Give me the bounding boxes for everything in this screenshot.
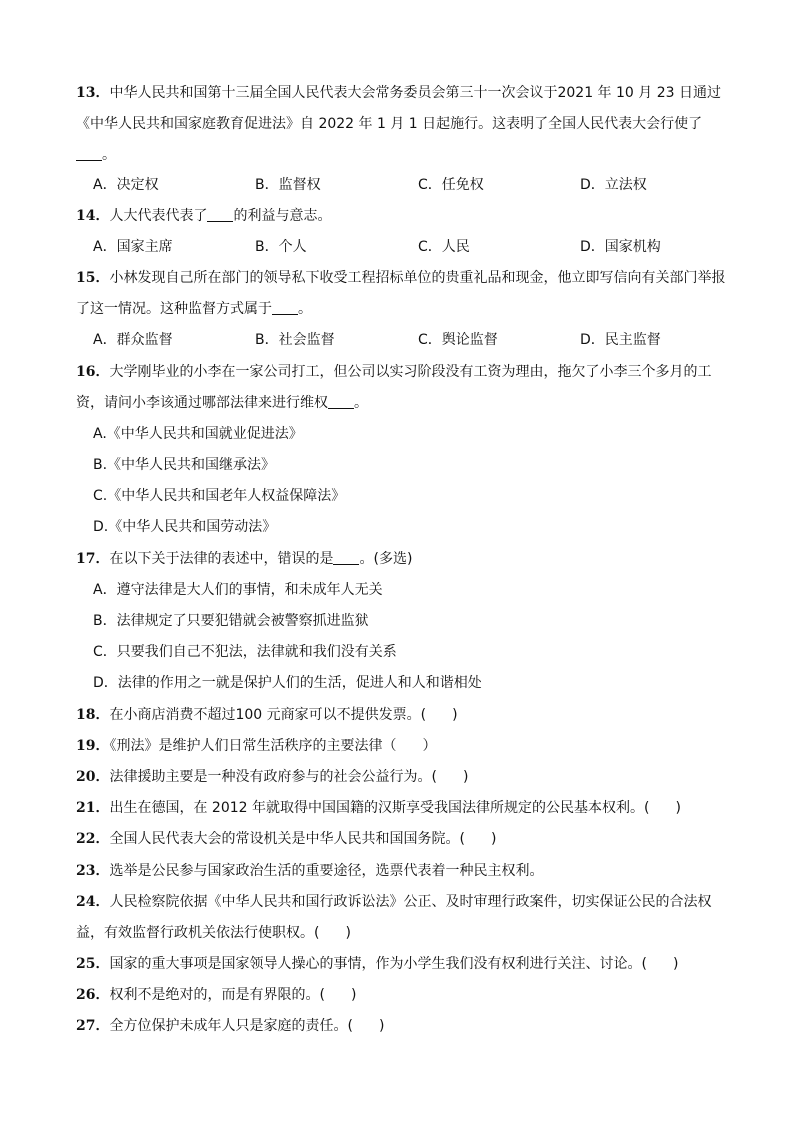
question-19	[76, 731, 726, 762]
question-26	[76, 980, 726, 1011]
question-text: 大学刚毕业的小李在一家公司打工，但公司以实习阶段没有工资为理由，拖欠了小李三个多月的工资，请问小李该通过哪部法律来进行维权	[76, 364, 712, 411]
paren-close: )	[345, 925, 351, 941]
question-27	[76, 1011, 726, 1042]
option-d: D．立法权	[580, 177, 647, 193]
question-18	[76, 700, 726, 731]
paren-close: )	[672, 956, 679, 972]
question-24	[76, 887, 726, 949]
option-a: A.《中华人民共和国就业促进法》	[93, 426, 303, 442]
question-number: 21．	[76, 800, 110, 816]
question-text-end: 。	[298, 301, 312, 317]
question-text: 中华人民共和国第十三届全国人民代表大会常务委员会第三十一次会议于2021 年 10 月 23 日通过《中华人民共和国家庭教育促进法》自 2022 年 1 月 1 日起施行。这表明了全国人民代表大会行使了	[76, 85, 721, 132]
option-a: A．群众监督	[93, 332, 173, 348]
question-16	[76, 357, 726, 419]
question-text: 法律援助主要是一种没有政府参与的社会公益行为。(	[109, 769, 437, 785]
question-number: 27．	[76, 1018, 110, 1034]
paren-close: )	[378, 1018, 385, 1034]
question-text: 出生在德国，在 2012 年就取得中国国籍的汉斯享受我国法律所规定的公民基本权利。(	[109, 800, 650, 816]
question-number: 18．	[76, 707, 110, 723]
question-21	[76, 793, 726, 824]
paren-close: )	[452, 707, 458, 723]
question-text: 人大代表代表了	[109, 208, 208, 224]
paren-close: )	[675, 800, 681, 816]
question-number: 14．	[76, 208, 110, 224]
question-text: 在小商店消费不超过100 元商家可以不提供发票。(	[109, 707, 427, 723]
option-c: C．人民	[418, 239, 470, 255]
paren-close: )	[462, 769, 469, 785]
option-c: C.《中华人民共和国老年人权益保障法》	[93, 488, 346, 504]
option-b: B.《中华人民共和国继承法》	[93, 457, 276, 473]
option-a: A．决定权	[93, 177, 159, 193]
question-number: 16．	[76, 364, 110, 380]
options-15	[93, 325, 723, 356]
option-b: B．个人	[255, 239, 307, 255]
question-text: 选举是公民参与国家政治生活的重要途径，选票代表着一种民主权利。	[109, 863, 544, 879]
question-17	[76, 544, 726, 575]
option-d: D.《中华人民共和国劳动法》	[93, 519, 277, 535]
question-number: 26．	[76, 987, 110, 1003]
option-d: D．国家机构	[580, 239, 661, 255]
question-25	[76, 949, 726, 980]
question-20	[76, 762, 726, 793]
question-number: 24．	[76, 894, 110, 910]
option-c: C．任免权	[418, 177, 484, 193]
question-14	[76, 201, 726, 232]
option-d: D．法律的作用之一就是保护人们的生活，促进人和人和谐相处	[93, 675, 482, 691]
options-14	[93, 232, 723, 263]
option-b: B．法律规定了只要犯错就会被警察抓进监狱	[93, 613, 369, 629]
question-number: 20．	[76, 769, 110, 785]
question-15	[76, 263, 726, 325]
answer-blank	[333, 550, 359, 565]
option-a: A．国家主席	[93, 239, 173, 255]
option-a: A．遵守法律是大人们的事情，和未成年人无关	[93, 582, 383, 598]
options-13	[93, 170, 723, 201]
question-number: 13．	[76, 85, 110, 101]
question-text: 小林发现自己所在部门的领导私下收受工程招标单位的贵重礼品和现金，他立即写信向有关部门举报了这一情况。这种监督方式属于	[76, 270, 726, 317]
question-text: 在以下关于法律的表述中，错误的是	[109, 551, 334, 567]
question-text: 《刑法》是维护人们日常生活秩序的主要法律（	[109, 738, 397, 754]
question-text: 权利不是绝对的，而是有界限的。(	[109, 987, 325, 1003]
paren-close: ）	[422, 738, 437, 754]
paren-close: )	[490, 831, 497, 847]
question-text: 人民检察院依据《中华人民共和国行政诉讼法》公正、及时审理行政案件，切实保证公民的合法权益，有效监督行政机关依法行使职权。(	[76, 894, 712, 941]
question-number: 17．	[76, 551, 110, 567]
question-13	[76, 78, 726, 171]
question-text-end: 。	[102, 147, 116, 163]
question-text: 全方位保护未成年人只是家庭的责任。(	[109, 1018, 353, 1034]
question-number: 22．	[76, 831, 110, 847]
answer-blank	[272, 300, 298, 315]
question-number: 15．	[76, 270, 110, 286]
question-text: 国家的重大事项是国家领导人操心的事情，作为小学生我们没有权利进行关注、讨论。(	[109, 956, 647, 972]
question-number: 19．	[76, 738, 110, 754]
answer-blank	[207, 207, 233, 222]
question-23	[76, 856, 726, 887]
answer-blank	[328, 394, 354, 409]
question-text-end: 的利益与意志。	[233, 208, 332, 224]
option-d: D．民主监督	[580, 332, 661, 348]
option-c: C．只要我们自己不犯法，法律就和我们没有关系	[93, 644, 397, 660]
question-number: 25．	[76, 956, 110, 972]
option-c: C．舆论监督	[418, 332, 498, 348]
question-22	[76, 824, 726, 855]
question-text-end: 。(多选)	[359, 551, 413, 567]
option-b: B．社会监督	[255, 332, 335, 348]
question-text: 全国人民代表大会的常设机关是中华人民共和国国务院。(	[109, 831, 465, 847]
paren-close: )	[350, 987, 357, 1003]
answer-blank	[76, 146, 102, 161]
option-b: B．监督权	[255, 177, 321, 193]
question-number: 23．	[76, 863, 110, 879]
question-text-end: 。	[354, 395, 368, 411]
